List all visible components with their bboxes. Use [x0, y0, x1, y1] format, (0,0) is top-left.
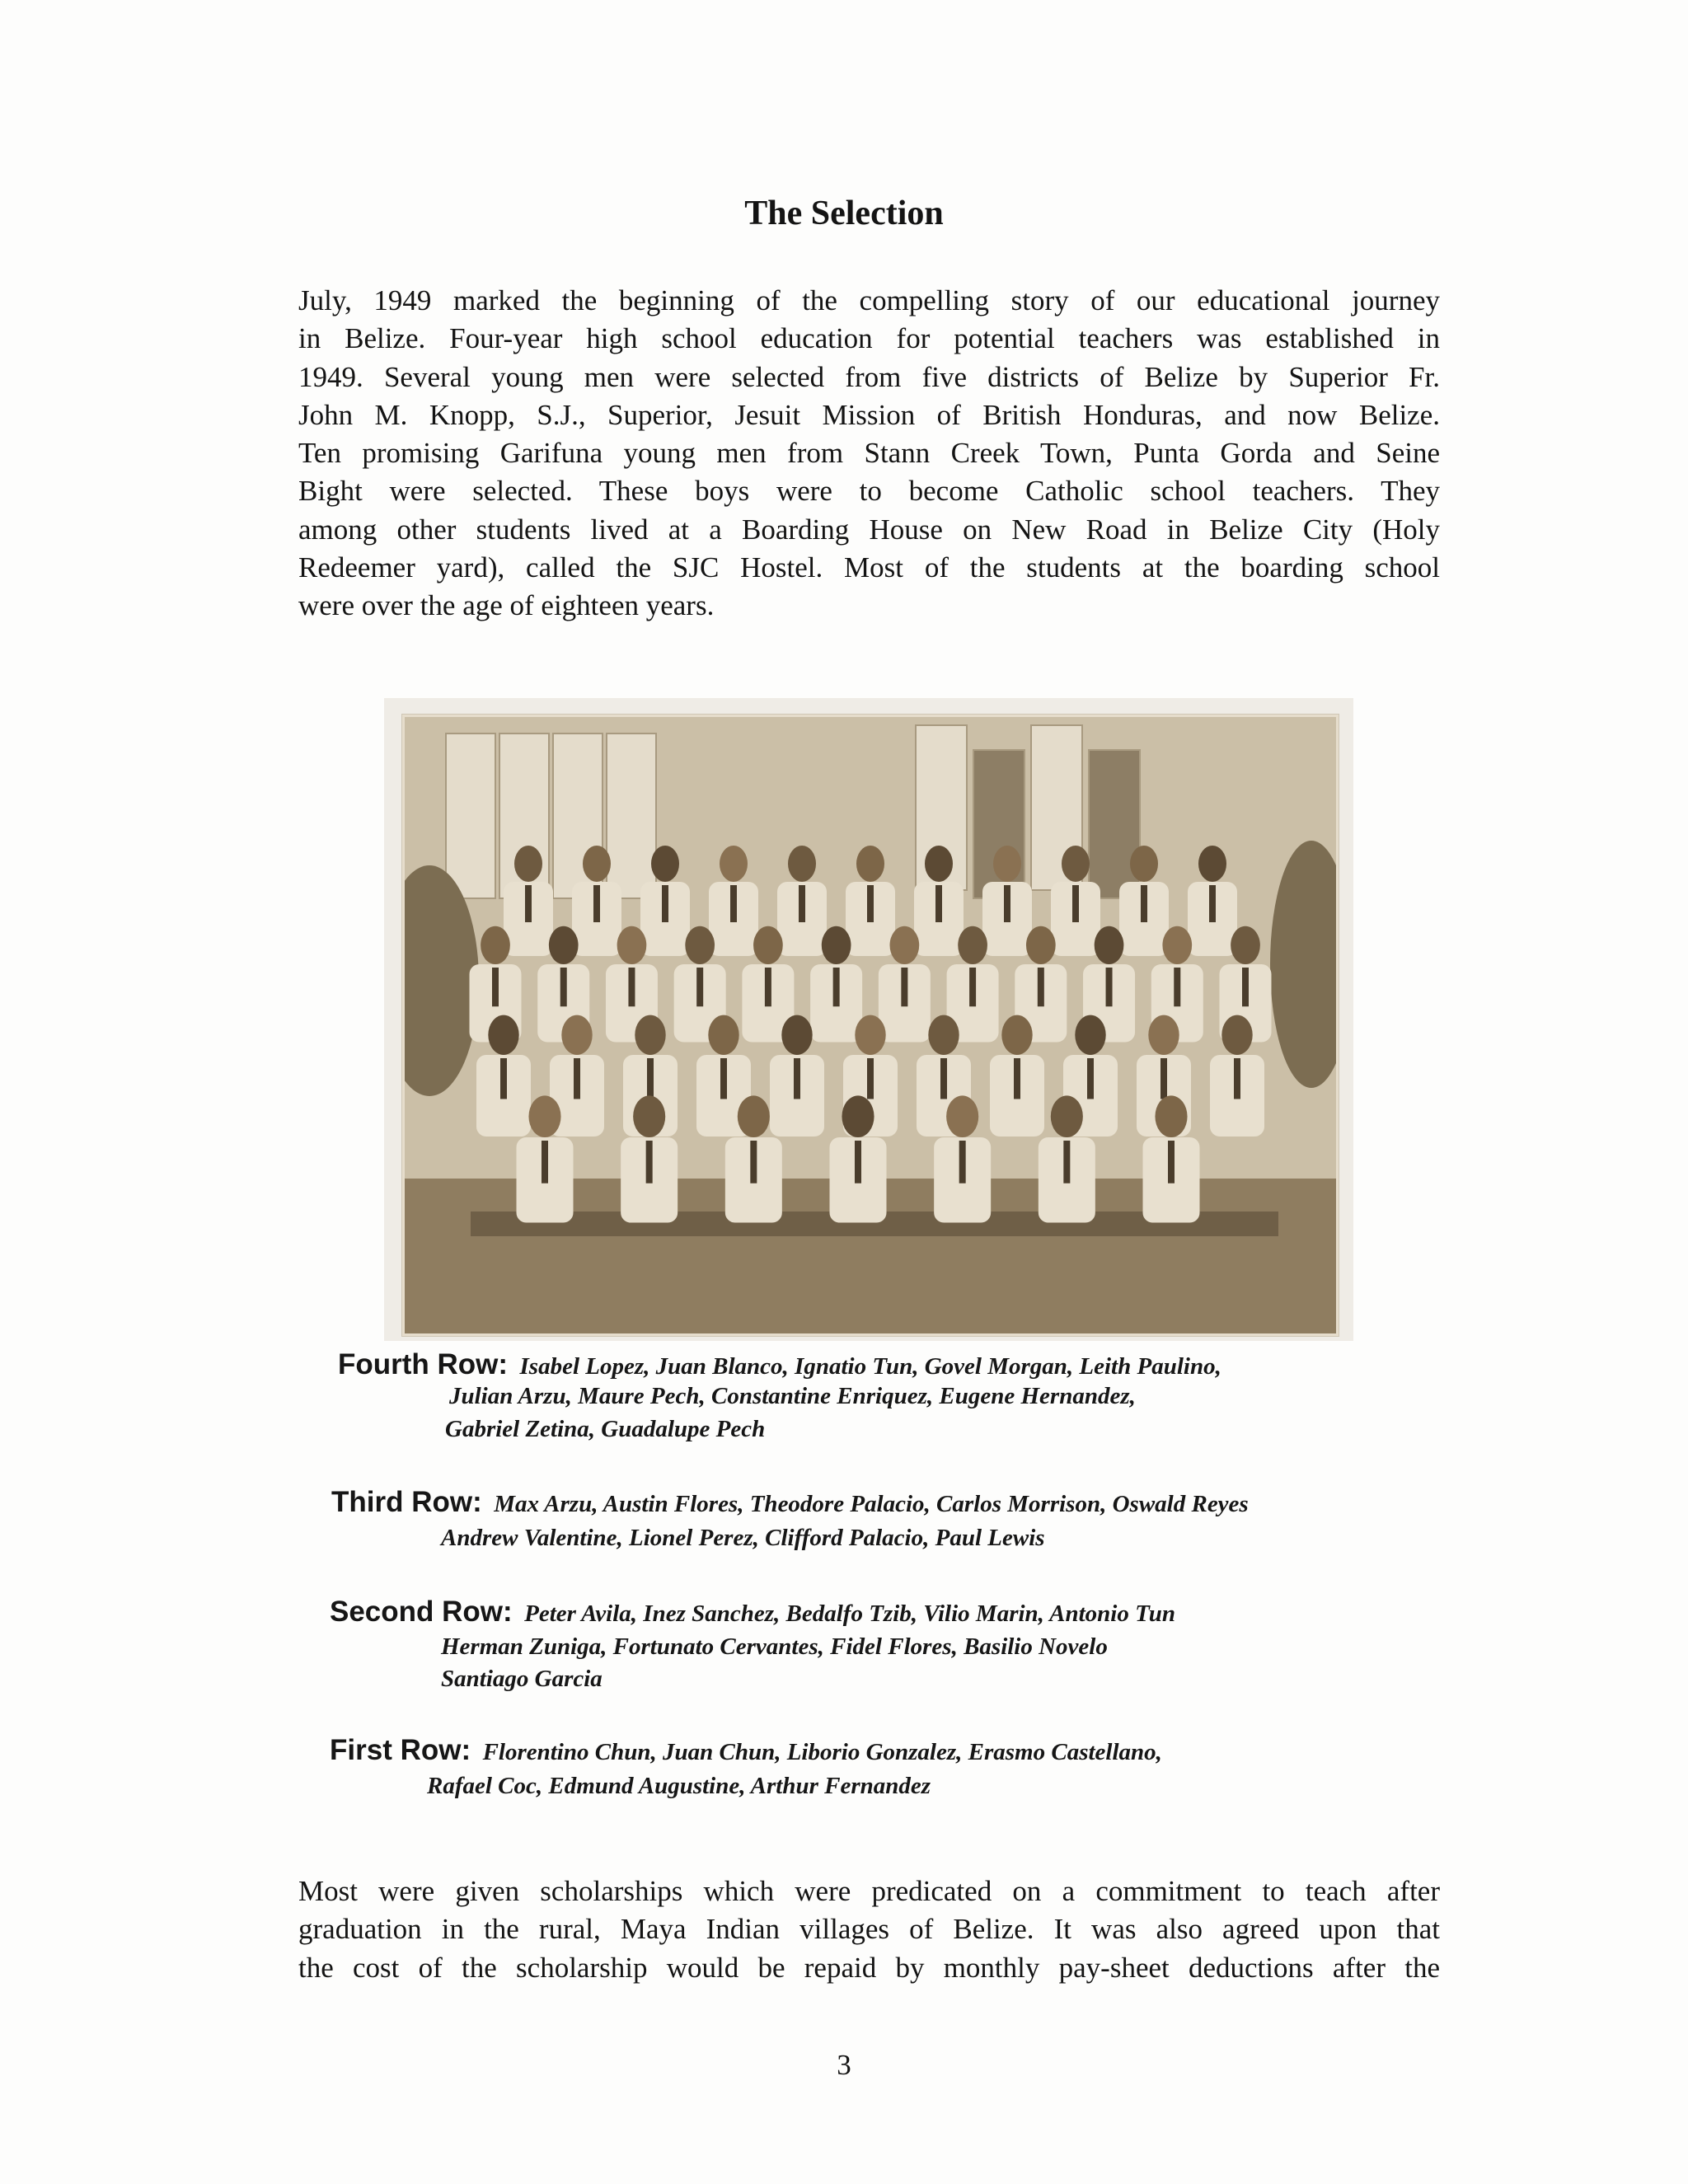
tie [1242, 968, 1249, 1006]
intro-line: Redeemer yard), called the SJC Hostel. Most of the students at the boarding school [298, 551, 1440, 584]
student-head [788, 846, 816, 882]
student-head [1148, 1015, 1179, 1055]
tie [662, 885, 668, 922]
tie [647, 1058, 654, 1099]
student-head [708, 1015, 738, 1055]
student-head [925, 846, 953, 882]
student-head [842, 1095, 874, 1137]
tie [696, 968, 703, 1006]
scholarship-line: the cost of the scholarship would be repaid by monthly pay-sheet deductions after the [298, 1951, 1440, 1984]
first-row-names: Rafael Coc, Edmund Augustine, Arthur Fernandez [427, 1773, 931, 1799]
intro-line: Ten promising Garifuna young men from Stann Creek Town, Punta Gorda and Seine [298, 437, 1440, 470]
tie [1087, 1058, 1094, 1099]
fourth-row-names: Isabel Lopez, Juan Blanco, Ignatio Tun, Govel Morgan, Leith Paulino, [519, 1353, 1221, 1380]
tie [542, 1141, 548, 1183]
scholarship-line: Most were given scholarships which were predicated on a commitment to teach after [298, 1875, 1440, 1907]
student-head [993, 846, 1021, 882]
student-head [753, 926, 783, 964]
student-head [617, 926, 647, 964]
student-head [1162, 926, 1192, 964]
tie [1014, 1058, 1020, 1099]
intro-line: among other students lived at a Boarding House on New Road in Belize City (Holy [298, 513, 1440, 546]
tie [765, 968, 771, 1006]
tie [867, 885, 874, 922]
tie [1004, 885, 1010, 922]
student-head [822, 926, 851, 964]
student-head [855, 1015, 885, 1055]
tie [1168, 1141, 1175, 1183]
tie [959, 1141, 966, 1183]
student-head [635, 1015, 665, 1055]
student-head [928, 1015, 959, 1055]
student-head [946, 1095, 978, 1137]
student-head [1062, 846, 1090, 882]
student-head [1130, 846, 1158, 882]
second-row-names: Peter Avila, Inez Sanchez, Bedalfo Tzib, Vilio Marin, Antonio Tun [524, 1601, 1175, 1627]
third-row-names: Max Arzu, Austin Flores, Theodore Palacio, Carlos Morrison, Oswald Reyes [494, 1491, 1249, 1517]
tie [646, 1141, 653, 1183]
student-head [1198, 846, 1226, 882]
student-head [738, 1095, 770, 1137]
scholarship-line: graduation in the rural, Maya Indian villages of Belize. It was also agreed upon that [298, 1913, 1440, 1946]
first-row-label: First Row: [330, 1734, 471, 1766]
third-row-label: Third Row: [331, 1486, 482, 1518]
tie [969, 968, 976, 1006]
intro-paragraph [298, 282, 1440, 626]
student-head [958, 926, 987, 964]
tie [833, 968, 840, 1006]
student-head [890, 926, 920, 964]
fourth-row-names: Gabriel Zetina, Guadalupe Pech [445, 1416, 766, 1442]
group-photo-image [405, 717, 1336, 1333]
student-head [1001, 1015, 1032, 1055]
tie [1072, 885, 1079, 922]
tie [794, 1058, 800, 1099]
tie [1209, 885, 1216, 922]
tie [799, 885, 805, 922]
page-number: 3 [837, 2049, 851, 2081]
intro-line: in Belize. Four-year high school education for potential teachers was established in [298, 322, 1440, 355]
third-row-names: Andrew Valentine, Lionel Perez, Clifford Palacio, Paul Lewis [441, 1525, 1045, 1551]
first-row-names: Florentino Chun, Juan Chun, Liborio Gonzalez, Erasmo Castellano, [482, 1739, 1162, 1765]
tie [500, 1058, 507, 1099]
student-head [1026, 926, 1056, 964]
student-head [583, 846, 611, 882]
student-head [856, 846, 884, 882]
tie [1063, 1141, 1070, 1183]
tie [940, 1058, 947, 1099]
student-head [1231, 926, 1260, 964]
intro-line: July, 1949 marked the beginning of the compelling story of our educational journey [298, 284, 1440, 316]
tie [574, 1058, 580, 1099]
student-head [720, 846, 748, 882]
page-title: The Selection [744, 194, 944, 232]
group-photo [402, 715, 1339, 1336]
intro-line: 1949. Several young men were selected from five districts of Belize by Superior Fr. [298, 360, 1440, 393]
tie [1106, 968, 1113, 1006]
student-head [514, 846, 542, 882]
tie [935, 885, 942, 922]
fourth-row-label: Fourth Row: [338, 1348, 509, 1380]
tie [1234, 1058, 1240, 1099]
tie [730, 885, 737, 922]
tie [560, 968, 567, 1006]
student-head [685, 926, 715, 964]
scholarship-paragraph [298, 1872, 1440, 1987]
student-head [1095, 926, 1124, 964]
student-head [488, 1015, 518, 1055]
tie [492, 968, 499, 1006]
tie [1160, 1058, 1167, 1099]
tie [1141, 885, 1147, 922]
student-head [1221, 1015, 1252, 1055]
student-head [528, 1095, 560, 1137]
student-head [1075, 1015, 1105, 1055]
tie [628, 968, 635, 1006]
fourth-row-names: Julian Arzu, Maure Pech, Constantine Enriquez, Eugene Hernandez, [449, 1383, 1136, 1409]
tie [720, 1058, 727, 1099]
student-head [1155, 1095, 1187, 1137]
group-photo-frame [384, 698, 1353, 1341]
student-head [781, 1015, 812, 1055]
student-head [561, 1015, 592, 1055]
student-head [633, 1095, 665, 1137]
tie [1038, 968, 1044, 1006]
tie [901, 968, 907, 1006]
student-head [651, 846, 679, 882]
tie [1174, 968, 1180, 1006]
intro-line: were over the age of eighteen years. [298, 589, 715, 622]
tie [855, 1141, 861, 1183]
student-head [481, 926, 510, 964]
tie [750, 1141, 757, 1183]
intro-line: Bight were selected. These boys were to become Catholic school teachers. They [298, 475, 1440, 508]
intro-line: John M. Knopp, S.J., Superior, Jesuit Mission of British Honduras, and now Belize. [298, 398, 1440, 431]
tie [867, 1058, 874, 1099]
student-head [549, 926, 579, 964]
second-row-label: Second Row: [330, 1596, 513, 1628]
student-head [1051, 1095, 1083, 1137]
tie [525, 885, 532, 922]
tie [593, 885, 600, 922]
second-row-names: Santiago Garcia [441, 1666, 603, 1692]
second-row-names: Herman Zuniga, Fortunato Cervantes, Fidel Flores, Basilio Novelo [441, 1633, 1108, 1660]
